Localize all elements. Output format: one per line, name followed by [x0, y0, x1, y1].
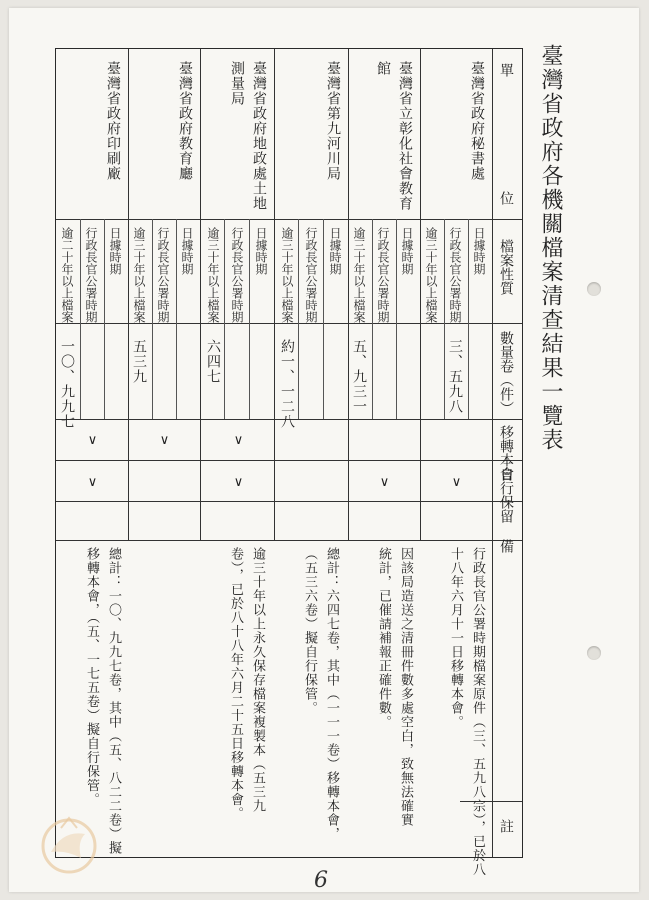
self-keep-check: ∨	[377, 475, 392, 490]
period-label: 逾三十年以上檔案	[280, 227, 294, 323]
quantity-value: 約一、一二八	[279, 339, 295, 429]
library-watermark-icon	[33, 808, 105, 880]
period-label: 行政長官公署時期	[448, 227, 462, 323]
unit-name: 臺灣省政府秘書處	[469, 61, 485, 181]
quantity-value: 六四七	[205, 339, 221, 384]
page-number: 6	[314, 868, 328, 893]
transfer-check: ∨	[85, 433, 100, 448]
punch-hole-bottom	[587, 646, 601, 660]
header-remark-a: 備	[498, 539, 514, 553]
period-label: 行政長官公署時期	[376, 227, 390, 323]
period-label: 日據時期	[180, 227, 194, 275]
remark-text: 行政長官公署時期檔案原件（三、五九八宗），已於八	[470, 547, 485, 877]
period-label: 逾三十年以上檔案	[132, 227, 146, 323]
remark-text: 移轉本會，（五、一七五卷）擬自行保管。	[84, 547, 99, 807]
period-label: 逾三十年以上檔案	[352, 227, 366, 323]
header-nature: 檔案性質	[498, 239, 514, 295]
period-label: 日據時期	[400, 227, 414, 275]
transfer-check: ∨	[231, 433, 246, 448]
unit-name: 臺灣省立彰化社會教育	[397, 61, 413, 211]
remark-text: （五三六卷）擬自行保管。	[302, 547, 317, 715]
remark-text: 卷），已於八十八年六月二十五日移轉本會。	[228, 547, 243, 821]
period-label: 行政長官公署時期	[156, 227, 170, 323]
header-unit-a: 單	[498, 63, 514, 77]
period-label: 逾二十年以上檔案	[60, 227, 74, 323]
unit-name: 臺灣省第九河川局	[325, 61, 341, 181]
period-label: 行政長官公署時期	[304, 227, 318, 323]
period-label: 逾三十年以上檔案	[424, 227, 438, 323]
quantity-value: 三、五九八	[447, 339, 463, 414]
punch-hole-top	[587, 282, 601, 296]
unit-name-cont: 測量局	[229, 61, 245, 106]
period-label: 日據時期	[254, 227, 268, 275]
header-self: 自行保留	[498, 467, 514, 523]
remark-text: 十八年六月十一日移轉本會。	[448, 547, 463, 729]
unit-name: 臺灣省政府教育廳	[177, 61, 193, 181]
period-label: 日據時期	[472, 227, 486, 275]
remark-text: 因該局造送之清冊件數多處空白，致無法確實	[398, 547, 413, 827]
header-transfer: 移轉本會	[498, 425, 514, 481]
period-label: 日據時期	[328, 227, 342, 275]
quantity-value: 五、九三一	[351, 339, 367, 414]
header-quantity: 數量卷（件）	[498, 331, 514, 415]
period-label: 日據時期	[108, 227, 122, 275]
self-keep-check: ∨	[85, 475, 100, 490]
period-label: 逾三十年以上檔案	[206, 227, 220, 323]
transfer-check: ∨	[157, 433, 172, 448]
remark-text: 逾三十年以上永久保存檔案複製本（五三九	[250, 547, 265, 813]
self-keep-check: ∨	[449, 475, 464, 490]
quantity-value: 一〇、九九七	[59, 339, 75, 429]
self-keep-check: ∨	[231, 475, 246, 490]
remark-text: 總計：六四七卷，其中（一一一卷）移轉本會，	[324, 547, 339, 841]
document-title: 臺灣省政府各機關檔案清查結果一覽表	[538, 44, 563, 452]
remark-text: 總計：一〇、九九七卷，其中（五、八二二卷）擬	[106, 547, 121, 855]
quantity-value: 五三九	[131, 339, 147, 384]
header-unit-b: 位	[498, 191, 514, 205]
unit-name: 臺灣省政府印刷廠	[105, 61, 121, 181]
period-label: 行政長官公署時期	[84, 227, 98, 323]
archive-table	[55, 48, 523, 877]
document-page	[9, 8, 639, 892]
unit-name: 臺灣省政府地政處土地	[251, 61, 267, 211]
unit-name-cont: 館	[375, 61, 391, 76]
remark-text: 統計，已催請補報正確件數。	[376, 547, 391, 729]
header-remark-b: 註	[498, 819, 514, 833]
period-label: 行政長官公署時期	[230, 227, 244, 323]
